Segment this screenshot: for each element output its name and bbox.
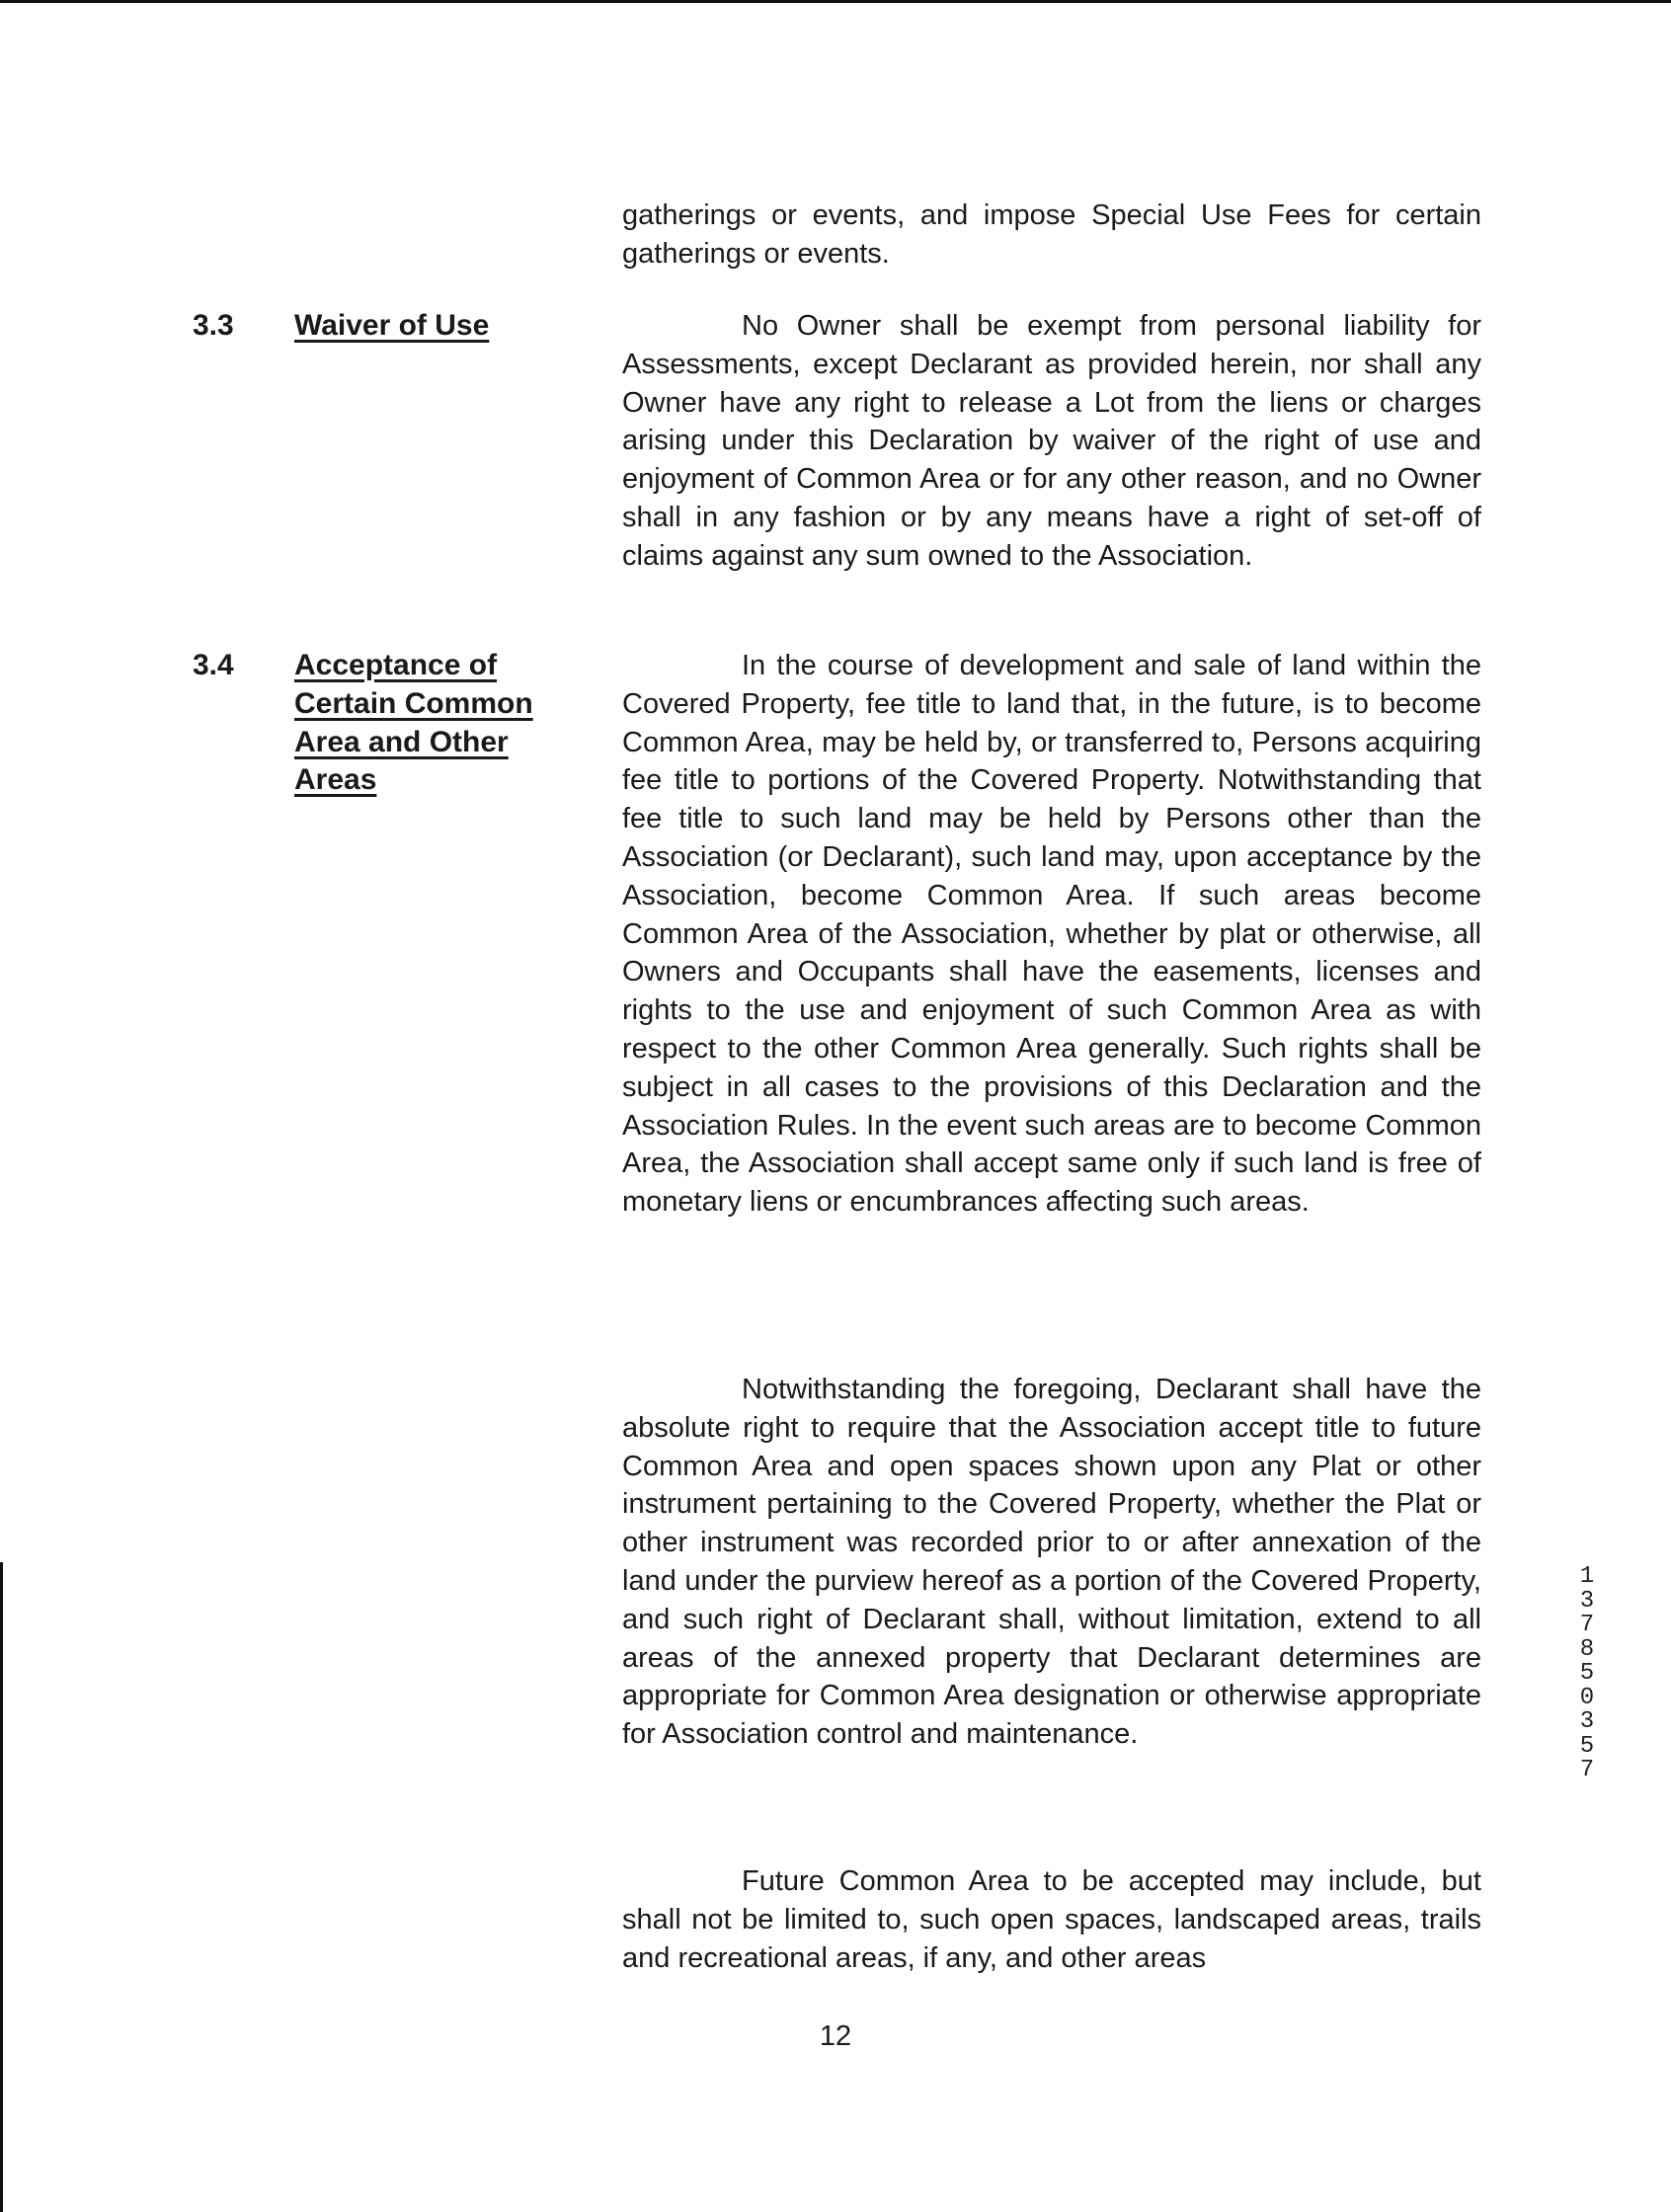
section-3-3-body: No Owner shall be exempt from personal liability for Assessments, except Declarant as provided herein, nor shall any Owner have any right to release a Lot from the liens or charges arising under this Declaration by waiver of the right of use and enjoyment of Common Area or for any other reason, and no Owner shall in any fashion or by any means have a right of set-off of claims against any sum owned to the Association. (622, 310, 1481, 572)
left-border-line (0, 1562, 3, 2212)
section-3-3-title: Waiver of Use (294, 309, 490, 342)
section-3-4-title-line-4: Areas (294, 763, 377, 797)
continuation-paragraph: gatherings or events, and impose Special Use Fees for certain gatherings or events. (622, 199, 1481, 270)
section-3-3-number: 3.3 (193, 309, 234, 342)
section-3-4-paragraph-1: In the course of development and sale of land within the Covered Property, fee title to land that, in the future, is to become Common Area, may be held by, or transferred to, Persons acquiring fee title to portions of the Covered Property. Notwithstanding that fee title to such land may be held by Persons other than the Association (or Declarant), such land may, upon acceptance by the Association, become Common Area. If such areas become Common Area of the Association, whether by plat or otherwise, all Owners and Occupants shall have the easements, licenses and rights to the use and enjoyment of such Common Area as with respect to the other Common Area generally. Such rights shall be subject in all cases to the provisions of this Declaration and the Association Rules. In the event such areas are to become Common Area, the Association shall accept same only if such land is free of monetary liens or encumbrances affecting such areas. (622, 650, 1481, 1219)
page-number: 12 (819, 2020, 852, 2052)
section-3-4-paragraph-2: Notwithstanding the foregoing, Declarant shall have the absolute right to require that the Association accept title to future Common Area and open spaces shown upon any Plat or other instrument pertaining to the Covered Property, whether the Plat or other instrument was recorded prior to or after annexation of the land under the purview hereof as a portion of the Covered Property, and such right of Declarant shall, without limitation, extend to all areas of the annexed property that Declarant determines are appropriate for Common Area designation or otherwise appropriate for Association control and maintenance. (622, 1374, 1481, 1751)
section-3-4-title-line-2: Certain Common (294, 686, 533, 720)
section-3-4-title-line-1: Acceptance of (294, 649, 498, 681)
section-3-4-paragraph-3: Future Common Area to be accepted may include, but shall not be limited to, such open spaces, landscaped areas, trails and recreational areas, if any, and other areas (622, 1865, 1481, 1974)
section-3-4-title-line-3: Area and Other (294, 725, 509, 758)
top-border-line (0, 0, 1671, 3)
section-3-4-title (294, 647, 591, 800)
section-3-4-number: 3.4 (193, 649, 234, 681)
recording-stamp: 13785 0357 (1579, 1563, 1609, 1783)
